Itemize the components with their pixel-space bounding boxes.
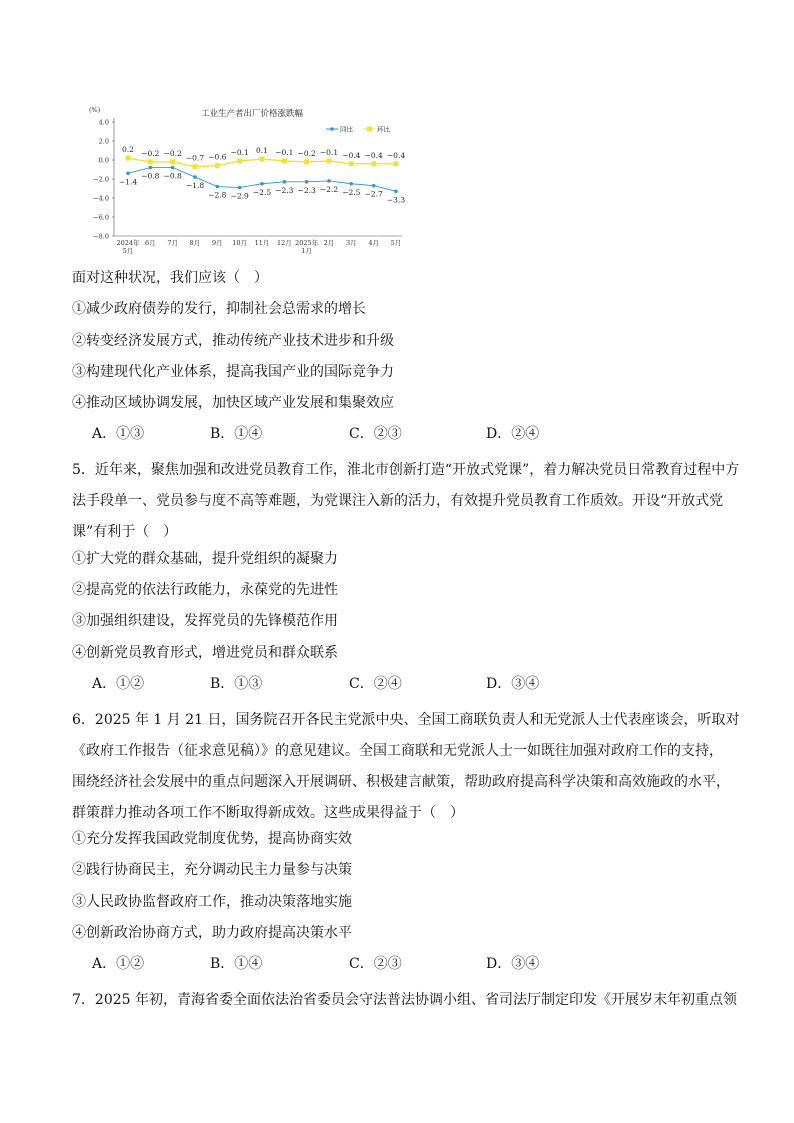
q5-option-a[interactable]: A．①② <box>92 676 145 692</box>
data-label-yoy: −2.9 <box>230 191 249 201</box>
q6-line-3: 围绕经济社会发展中的重点问题深入开展调研、积极建言献策，帮助政府提高科学决策和高效施政的水平， <box>72 774 730 790</box>
data-label-yoy: −2.7 <box>364 189 383 199</box>
q6-stem <box>72 705 740 829</box>
q5-item-4: ④创新党员教育形式，增进党员和群众联系 <box>72 645 338 661</box>
legend-label-yoy: 同比 <box>340 125 353 134</box>
y-tick-label: 2.0 <box>98 137 109 146</box>
y-tick-label: −4.0 <box>93 194 109 203</box>
q5-stem <box>72 455 740 548</box>
point-mom <box>260 157 265 162</box>
chart-title: 工业生产者出厂价格涨跌幅 <box>200 109 304 119</box>
data-label-mom: −0.1 <box>230 147 249 157</box>
point-yoy <box>216 185 220 189</box>
point-mom <box>327 158 332 163</box>
q6-option-d[interactable]: D．③④ <box>486 956 540 972</box>
x-tick-label: 6月 <box>145 239 156 247</box>
data-label-yoy: −2.5 <box>252 187 272 197</box>
point-yoy <box>283 180 287 184</box>
point-yoy <box>305 180 309 184</box>
q4-option-c[interactable]: C．②③ <box>349 426 402 442</box>
data-label-yoy: −1.4 <box>118 177 138 187</box>
data-label-mom: 0.1 <box>256 146 268 156</box>
x-tick-label: 4月 <box>368 239 379 247</box>
q4-option-b[interactable]: B．①④ <box>210 426 263 442</box>
data-label-mom: −0.2 <box>141 148 160 158</box>
point-mom <box>349 161 354 166</box>
data-label-yoy: −0.8 <box>163 171 182 181</box>
y-tick-label: 0.0 <box>98 156 109 165</box>
q6-options <box>92 954 732 974</box>
q5-line-2: 法手段单一、党员参与度不高等难题，为党课注入新的活力，有效提升党员教育工作质效。开设“开放式党 <box>72 493 724 509</box>
point-mom <box>237 158 242 163</box>
q5-option-c[interactable]: C．②④ <box>349 676 402 692</box>
q5-item-1: ①扩大党的群众基础，提升党组织的凝聚力 <box>72 551 338 567</box>
point-yoy <box>126 172 130 176</box>
point-yoy <box>171 166 175 170</box>
ppi-line-chart <box>86 102 408 260</box>
data-label-mom: −0.4 <box>386 150 406 160</box>
data-label-yoy: −2.5 <box>342 187 361 197</box>
q4-item-4: ④推动区域协调发展，加快区域产业发展和集聚效应 <box>72 395 394 411</box>
y-tick-label: −8.0 <box>93 232 109 241</box>
q6-option-b[interactable]: B．①④ <box>210 956 263 972</box>
x-tick-label: 9月 <box>212 239 223 247</box>
q6-option-c[interactable]: C．②③ <box>349 956 402 972</box>
q5-item-2: ②提高党的依法行政能力，永葆党的先进性 <box>72 582 338 598</box>
q4-options <box>92 424 732 444</box>
q6-option-a[interactable]: A．①② <box>92 956 145 972</box>
x-tick-label: 5月 <box>122 247 134 255</box>
point-mom <box>126 156 131 161</box>
x-tick-label: 5月 <box>390 239 402 247</box>
q5-line-3: 课”有利于（ ） <box>72 524 178 540</box>
point-yoy <box>149 166 153 170</box>
point-yoy <box>372 184 376 188</box>
ppi-chart <box>86 102 408 260</box>
data-label-mom: −0.7 <box>185 153 205 163</box>
y-axis-unit: (%) <box>89 106 101 114</box>
point-mom <box>282 158 287 163</box>
data-label-mom: −0.6 <box>208 152 227 162</box>
q4-stem: 面对这种状况，我们应该（ ） <box>72 270 268 286</box>
point-mom <box>170 159 175 164</box>
q4-item-1: ①减少政府债券的发行，抑制社会总需求的增长 <box>72 301 366 317</box>
q6-line-4: 群策群力推动各项工作不断取得新成效。这些成果得益于（ ） <box>72 805 464 821</box>
x-tick-label: 2025年 <box>295 239 319 247</box>
x-tick-label: 12月 <box>276 239 292 247</box>
x-tick-label: 2月 <box>323 239 335 247</box>
q5-option-d[interactable]: D．③④ <box>486 676 540 692</box>
data-label-yoy: −1.8 <box>185 181 205 191</box>
legend-marker-yoy <box>330 127 334 131</box>
point-yoy <box>193 175 197 179</box>
point-mom <box>304 159 309 164</box>
q6-line-1: 6．2025 年 1 月 21 日，国务院召开各民主党派中央、全国工商联负责人和无党派人士代表座谈会，听取对 <box>72 712 740 728</box>
q7-stem <box>72 985 737 1016</box>
data-label-mom: −0.1 <box>275 147 294 157</box>
q4-option-d[interactable]: D．②④ <box>486 426 540 442</box>
data-label-mom: 0.2 <box>122 145 134 155</box>
legend-marker-mom <box>367 127 372 132</box>
point-mom <box>371 161 376 166</box>
data-label-mom: −0.4 <box>364 150 383 160</box>
data-label-yoy: −0.8 <box>141 171 160 181</box>
point-mom <box>148 159 153 164</box>
y-tick-label: 4.0 <box>98 118 109 127</box>
y-tick-label: −2.0 <box>93 175 109 184</box>
q5-option-b[interactable]: B．①③ <box>210 676 263 692</box>
data-label-mom: −0.2 <box>297 148 316 158</box>
data-label-mom: −0.2 <box>163 148 182 158</box>
data-label-yoy: −2.3 <box>275 185 294 195</box>
data-label-yoy: −2.3 <box>297 185 316 195</box>
q7-line-1: 7．2025 年初，青海省委全面依法治省委员会守法普法协调小组、省司法厅制定印发《开展岁末年初重点领 <box>72 992 737 1008</box>
x-tick-label: 11月 <box>254 239 270 247</box>
q5-item-3: ③加强组织建设，发挥党员的先锋模范作用 <box>72 613 338 629</box>
q6-item-1: ①充分发挥我国政党制度优势，提高协商实效 <box>72 831 352 847</box>
data-label-yoy: −3.3 <box>386 195 406 205</box>
point-yoy <box>238 186 242 190</box>
legend-label-mom: 环比 <box>377 125 390 134</box>
q5-options <box>92 674 732 694</box>
x-tick-label: 2024年 <box>116 239 140 247</box>
y-tick-label: −6.0 <box>93 213 109 222</box>
q4-option-a[interactable]: A．①③ <box>92 426 145 442</box>
x-tick-label: 8月 <box>189 239 201 247</box>
x-tick-label: 3月 <box>346 239 357 247</box>
data-label-mom: −0.1 <box>319 147 339 157</box>
q6-line-2: 《政府工作报告（征求意见稿）》的意见建议。全国工商联和无党派人士一如既往加强对政府工作的支持， <box>72 743 723 759</box>
point-yoy <box>394 190 398 194</box>
point-mom <box>215 163 220 168</box>
q5-line-1: 5．近年来，聚焦加强和改进党员教育工作，淮北市创新打造“开放式党课”，着力解决党员日常教育过程中方 <box>72 462 740 478</box>
q4-item-3: ③构建现代化产业体系，提高我国产业的国际竞争力 <box>72 364 394 380</box>
data-label-yoy: −2.2 <box>319 184 339 194</box>
point-yoy <box>350 182 354 186</box>
chart-legend <box>326 125 391 134</box>
x-tick-label: 1月 <box>301 247 312 255</box>
data-label-yoy: −2.8 <box>208 190 227 200</box>
q6-item-2: ②践行协商民主，充分调动民主力量参与决策 <box>72 862 352 878</box>
point-mom <box>193 164 198 169</box>
point-yoy <box>327 179 331 183</box>
q6-item-3: ③人民政协监督政府工作，推动决策落地实施 <box>72 894 352 910</box>
point-mom <box>394 161 399 166</box>
data-label-mom: −0.4 <box>342 150 361 160</box>
x-tick-label: 7月 <box>167 239 178 247</box>
x-tick-label: 10月 <box>232 239 248 247</box>
q6-item-4: ④创新政治协商方式，助力政府提高决策水平 <box>72 925 352 941</box>
point-yoy <box>260 182 264 186</box>
q4-item-2: ②转变经济发展方式，推动传统产业技术进步和升级 <box>72 333 394 349</box>
